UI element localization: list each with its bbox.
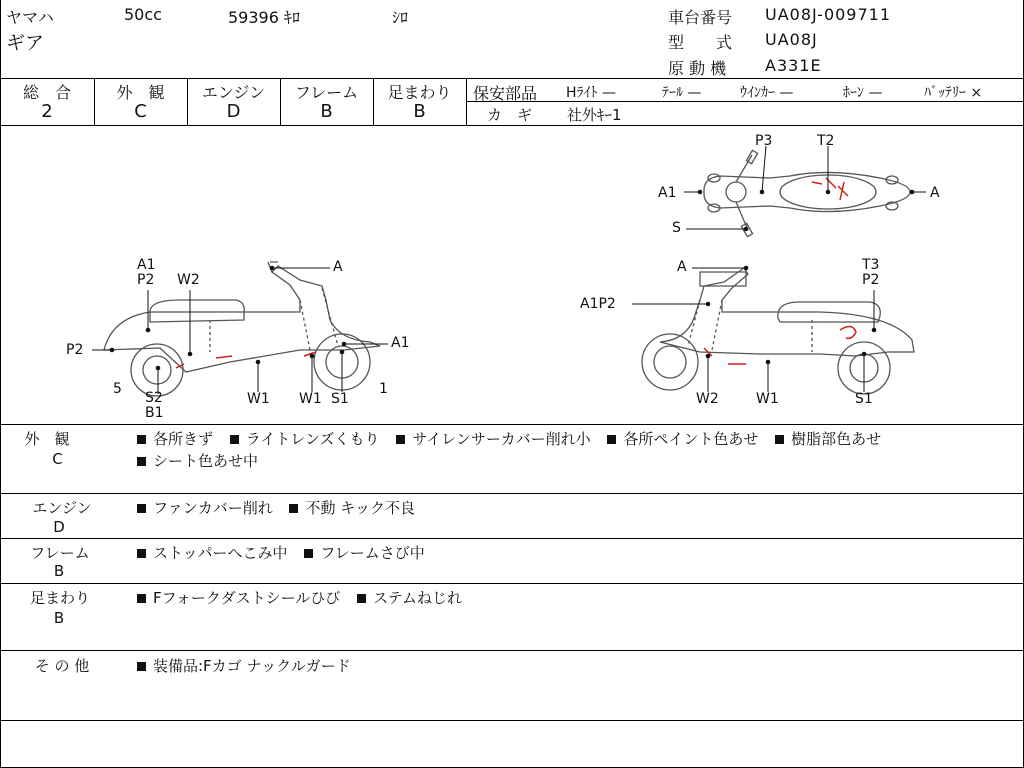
safety-headlight: Hﾗｲﾄ — [566,85,616,101]
note-other-label: そ の 他 [34,657,90,675]
note-frame-line1: ストッパーへこみ中 フレームさび中 [137,542,437,563]
label-top-a: A [930,185,940,201]
note-frame-label: フレーム [30,544,90,562]
note-suspension-line1: Fフォークダストシールひび ステムねじれ [137,587,474,608]
safety-horn: ﾎｰﾝ — [843,85,883,101]
label-left-s1: S1 [331,391,349,407]
note-suspension-label: 足まわり [29,589,90,607]
note-engine-grade: D [53,518,65,536]
label-right-a1p2: A1P2 [580,296,616,312]
note-engine-line1: ファンカバー削れ 不動 キック不良 [137,497,427,518]
top-view-scooter [704,150,910,236]
note-exterior-line2: シート色あせ中 [137,450,270,471]
grade-overall-value: 2 [41,101,53,122]
grade-frame-value: B [320,101,333,122]
type-value: UA08J [765,30,818,49]
note-exterior-grade: C [52,450,63,468]
key-value: 社外ｷｰ1 [567,106,622,124]
model-name: ギア [6,32,45,54]
color: ｼﾛ [392,8,409,27]
label-right-s1: S1 [855,391,873,407]
label-left-p2: P2 [137,272,155,288]
type-label: 型 式 [668,33,733,52]
note-exterior-label: 外 観 [24,430,70,448]
label-left-w2: W2 [177,272,200,288]
engine-label: 原 動 機 [668,59,727,78]
note-exterior-line1: 各所きず ライトレンズくもり サイレンサーカバー削れ小 各所ペイント色あせ 樹脂部色あせ [137,428,893,449]
label-left-a1: A1 [137,257,156,273]
label-left-b1: B1 [145,405,164,421]
safety-label: 保安部品 [473,84,538,103]
label-left-s2: S2 [145,390,163,406]
label-left-5: 5 [113,381,122,397]
label-left-a1-front: A1 [391,335,410,351]
mileage: 59396 ｷﾛ [228,8,300,27]
note-engine-label: エンジン [32,499,92,517]
label-top-a1: A1 [658,185,677,201]
label-left-w1-b: W1 [299,391,322,407]
label-left-1: 1 [379,381,388,397]
label-right-w1: W1 [756,391,779,407]
safety-winker: ｳｲﾝｶｰ — [740,85,794,101]
grade-engine-value: D [226,101,241,122]
note-other-line1: 装備品:Fカゴ ナックルガード [137,655,363,676]
note-frame-grade: B [53,562,65,580]
label-right-a: A [677,259,687,275]
label-left-a: A [333,259,343,275]
safety-tail: ﾃｰﾙ — [662,85,702,101]
grade-engine-label: エンジン [201,83,266,102]
displacement: 50cc [124,5,162,24]
label-right-p2: P2 [862,272,880,288]
grade-exterior-value: C [134,101,147,122]
grade-suspension-label: 足まわり [387,83,452,102]
frame-no-label: 車台番号 [668,8,733,27]
label-left-p2-rear: P2 [66,342,84,358]
grade-frame-label: フレーム [294,83,359,102]
engine-value: A331E [765,56,822,75]
key-label: カ ギ [487,106,533,124]
label-top-s: S [672,220,681,236]
label-right-w2: W2 [696,391,719,407]
note-suspension-grade: B [53,609,65,627]
label-top-t2: T2 [817,133,835,149]
frame-no: UA08J-009711 [765,5,892,24]
label-left-w1: W1 [247,391,270,407]
grade-exterior-label: 外 観 [116,83,165,102]
maker: ヤマハ [6,8,54,27]
grade-suspension-value: B [413,101,426,122]
label-top-p3: P3 [755,133,773,149]
grade-overall-label: 総 合 [22,83,71,102]
safety-battery: ﾊﾞｯﾃﾘｰ × [924,85,983,101]
label-right-t3: T3 [862,257,880,273]
